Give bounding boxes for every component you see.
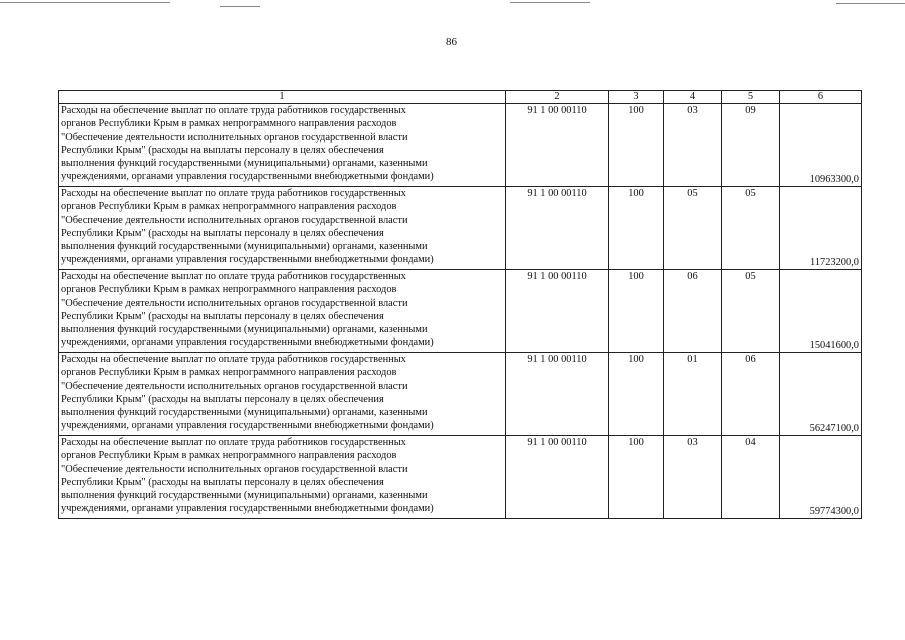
description-line: Расходы на обеспечение выплат по оплате труда работников государственных	[61, 437, 406, 448]
description-line: выполнения функций государственными (муниципальными) органами, казенными	[61, 490, 428, 502]
row-amount: 11723200,0	[780, 187, 862, 270]
scan-artifact-line	[836, 3, 905, 4]
column-header: 2	[506, 91, 609, 104]
description-line: органов Республики Крым в рамках непрограммного направления расходов	[61, 201, 397, 213]
column-header: 5	[722, 91, 780, 104]
description-line: Расходы на обеспечение выплат по оплате труда работников государственных	[61, 105, 406, 116]
description-line: Расходы на обеспечение выплат по оплате труда работников государственных	[61, 354, 406, 365]
row-col3: 100	[609, 353, 664, 436]
row-col3: 100	[609, 104, 664, 187]
scan-artifact-line	[0, 2, 170, 3]
row-col4: 06	[664, 270, 722, 353]
description-line: органов Республики Крым в рамках непрограммного направления расходов	[61, 284, 397, 296]
row-code: 91 1 00 00110	[506, 436, 609, 519]
description-line: органов Республики Крым в рамках непрограммного направления расходов	[61, 367, 397, 379]
row-col3: 100	[609, 187, 664, 270]
scan-artifact-line	[220, 6, 260, 7]
row-amount: 59774300,0	[780, 436, 862, 519]
table-row	[59, 353, 862, 436]
row-code: 91 1 00 00110	[506, 104, 609, 187]
row-col4: 05	[664, 187, 722, 270]
description-line: Расходы на обеспечение выплат по оплате труда работников государственных	[61, 188, 406, 199]
row-description	[59, 187, 506, 270]
description-line: учреждениями, органами управления государственными внебюджетными фондами)	[61, 254, 434, 266]
description-line: "Обеспечение деятельности исполнительных органов государственной власти	[61, 214, 408, 226]
column-header: 3	[609, 91, 664, 104]
row-col5: 05	[722, 187, 780, 270]
table-row	[59, 187, 862, 270]
row-amount: 10963300,0	[780, 104, 862, 187]
description-line: выполнения функций государственными (муниципальными) органами, казенными	[61, 158, 428, 170]
row-description	[59, 270, 506, 353]
row-code: 91 1 00 00110	[506, 270, 609, 353]
description-line: учреждениями, органами управления государственными внебюджетными фондами)	[61, 337, 434, 349]
table-row	[59, 104, 862, 187]
row-col5: 09	[722, 104, 780, 187]
row-code: 91 1 00 00110	[506, 353, 609, 436]
description-line: выполнения функций государственными (муниципальными) органами, казенными	[61, 324, 428, 336]
description-line: выполнения функций государственными (муниципальными) органами, казенными	[61, 407, 428, 419]
description-line: учреждениями, органами управления государственными внебюджетными фондами)	[61, 420, 434, 432]
description-line: органов Республики Крым в рамках непрограммного направления расходов	[61, 450, 397, 462]
description-line: "Обеспечение деятельности исполнительных органов государственной власти	[61, 131, 408, 143]
description-line: выполнения функций государственными (муниципальными) органами, казенными	[61, 241, 428, 253]
budget-table	[58, 90, 862, 519]
row-col5: 06	[722, 353, 780, 436]
row-description	[59, 436, 506, 519]
row-col4: 03	[664, 104, 722, 187]
column-header: 6	[780, 91, 862, 104]
description-line: органов Республики Крым в рамках непрограммного направления расходов	[61, 118, 397, 130]
description-line: Республики Крым" (расходы на выплаты персоналу в целях обеспечения	[61, 476, 384, 488]
description-line: Расходы на обеспечение выплат по оплате труда работников государственных	[61, 271, 406, 282]
row-col3: 100	[609, 270, 664, 353]
description-line: Республики Крым" (расходы на выплаты персоналу в целях обеспечения	[61, 393, 384, 405]
row-amount: 15041600,0	[780, 270, 862, 353]
description-line: Республики Крым" (расходы на выплаты персоналу в целях обеспечения	[61, 144, 384, 156]
description-line: "Обеспечение деятельности исполнительных органов государственной власти	[61, 463, 408, 475]
row-amount: 56247100,0	[780, 353, 862, 436]
row-col3: 100	[609, 436, 664, 519]
table-header-row	[59, 91, 862, 104]
row-description	[59, 104, 506, 187]
scan-artifact-line	[510, 2, 590, 3]
row-code: 91 1 00 00110	[506, 187, 609, 270]
row-col5: 04	[722, 436, 780, 519]
description-line: Республики Крым" (расходы на выплаты персоналу в целях обеспечения	[61, 227, 384, 239]
column-header: 4	[664, 91, 722, 104]
description-line: учреждениями, органами управления государственными внебюджетными фондами)	[61, 503, 434, 515]
description-line: Республики Крым" (расходы на выплаты персоналу в целях обеспечения	[61, 310, 384, 322]
row-description	[59, 353, 506, 436]
description-line: учреждениями, органами управления государственными внебюджетными фондами)	[61, 171, 434, 183]
description-line: "Обеспечение деятельности исполнительных органов государственной власти	[61, 380, 408, 392]
description-line: "Обеспечение деятельности исполнительных органов государственной власти	[61, 297, 408, 309]
table-row	[59, 270, 862, 353]
column-header: 1	[59, 91, 506, 104]
page-number: 86	[446, 36, 457, 48]
row-col4: 03	[664, 436, 722, 519]
row-col5: 05	[722, 270, 780, 353]
table-row	[59, 436, 862, 519]
row-col4: 01	[664, 353, 722, 436]
